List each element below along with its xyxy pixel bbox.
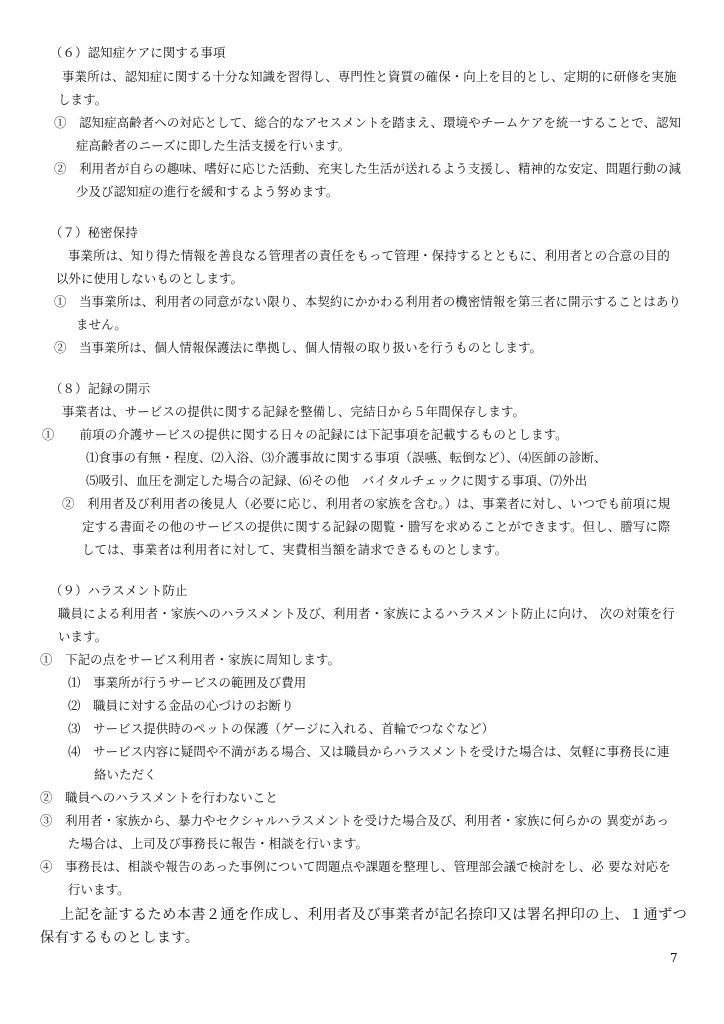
page-number: 7 (670, 951, 678, 965)
section-8-item-1: ① 前項の介護サービスの提供に関する日々の記録には下記事項を記載するものとします。 (42, 427, 568, 442)
closing-line-1: 上記を証するため本書２通を作成し、利用者及び事業者が記名捺印又は署名押印の上、１通ずつ (60, 907, 688, 923)
section-9-intro-line-2: います。 (58, 629, 108, 644)
section-8-item-2-line-1: ② 利用者及び利用者の後見人（必要に応じ、利用者の家族を含む。）は、事業者に対し、いつでも前項に規 (62, 496, 671, 511)
section-6-item-1-line-2: 症高齢者のニーズに即した生活支援を行います。 (76, 138, 351, 153)
section-9-item-4-line-1: ④ 事務長は、相談や報告のあった事例について問題点や課題を整理し、管理部会議で検討をし、必 要な対応を (40, 859, 671, 874)
section-7-item-1-line-1: ① 当事業所は、利用者の同意がない限り、本契約にかかわる利用者の機密情報を第三者に開示することはあり (54, 294, 682, 309)
section-8-sub-line-1: ⑴食事の有無・程度、⑵入浴、⑶介護事故に関する事項（誤嚥、転倒など）、⑷医師の診断、 (86, 450, 607, 465)
section-7-heading: （７）秘密保持 (50, 225, 138, 240)
section-7-intro-line-2: 以外に使用しないものとします。 (56, 271, 244, 286)
section-8-item-2-line-3: しては、事業者は利用者に対して、実費相当額を請求できるものとします。 (82, 542, 508, 557)
section-9-sub-4-line-2: 絡いただく (94, 767, 157, 782)
section-9-item-3-line-2: た場合は、上司及び事務長に報告・相談を行います。 (68, 836, 368, 851)
section-8-intro: 事業者は、サービスの提供に関する記録を整備し、完結日から５年間保存します。 (62, 404, 526, 419)
section-6-item-2-line-1: ② 利用者が自らの趣味、嗜好に応じた活動、充実した生活が送れるよう支援し、精神的な安定、問題行動の減 (54, 161, 682, 176)
section-9-item-3-line-1: ③ 利用者・家族から、暴力やセクシャルハラスメントを受けた場合及び、利用者・家族に何らかの 異変があっ (40, 813, 670, 828)
section-9-item-2: ② 職員へのハラスメントを行わないこと (40, 790, 278, 805)
section-6-heading: （６）認知症ケアに関する事項 (50, 45, 226, 60)
section-6-intro-line-2: します。 (58, 92, 108, 107)
section-8-sub-line-2: ⑸吸引、血圧を測定した場合の記録、⑹その他 バイタルチェックに関する事項、⑺外出 (86, 473, 588, 488)
section-9-sub-4-line-1: ⑷ サービス内容に疑問や不満がある場合、又は職員からハラスメントを受けた場合は、気軽に事務長に連 (68, 744, 670, 759)
section-7-item-1-line-2: ません。 (76, 317, 127, 332)
section-9-intro-line-1: 職員による利用者・家族へのハラスメント及び、利用者・家族によるハラスメント防止に向け、 次の対策を行 (58, 606, 675, 621)
section-9-item-1: ① 下記の点をサービス利用者・家族に周知します。 (40, 652, 340, 667)
section-8-heading: （８）記録の開示 (50, 381, 151, 396)
section-8-item-2-line-2: 定する書面その他のサービスの提供に関する記録の閲覧・謄写を求めることができます。但し、謄写に際 (82, 519, 671, 534)
section-9-sub-3: ⑶ サービス提供時のペットの保護（ゲージに入れる、首輪でつなぐなど） (68, 721, 495, 736)
section-9-sub-2: ⑵ 職員に対する金品の心づけのお断り (68, 698, 294, 713)
section-6-item-2-line-2: 少及び認知症の進行を緩和するよう努めます。 (76, 184, 339, 199)
section-6-item-1-line-1: ① 認知症高齢者への対応として、総合的なアセスメントを踏まえ、環境やチームケアを統一することで、認知 (54, 115, 682, 130)
section-9-heading: （９）ハラスメント防止 (50, 583, 188, 598)
section-9-sub-1: ⑴ 事業所が行うサービスの範囲及び費用 (68, 675, 307, 690)
closing-line-2: 保有するものとします。 (40, 930, 200, 946)
section-6-intro-line-1: 事業所は、認知症に関する十分な知識を習得し、専門性と資質の確保・向上を目的とし、定期的に研修を実施 (62, 69, 677, 84)
section-7-item-2: ② 当事業所は、個人情報保護法に準拠し、個人情報の取り扱いを行うものとします。 (54, 340, 543, 355)
section-7-intro-line-1: 事業所は、知り得た情報を善良なる管理者の責任をもって管理・保持するとともに、利用者との合意の目的 (68, 248, 670, 263)
section-9-item-4-line-2: 行います。 (68, 882, 130, 897)
